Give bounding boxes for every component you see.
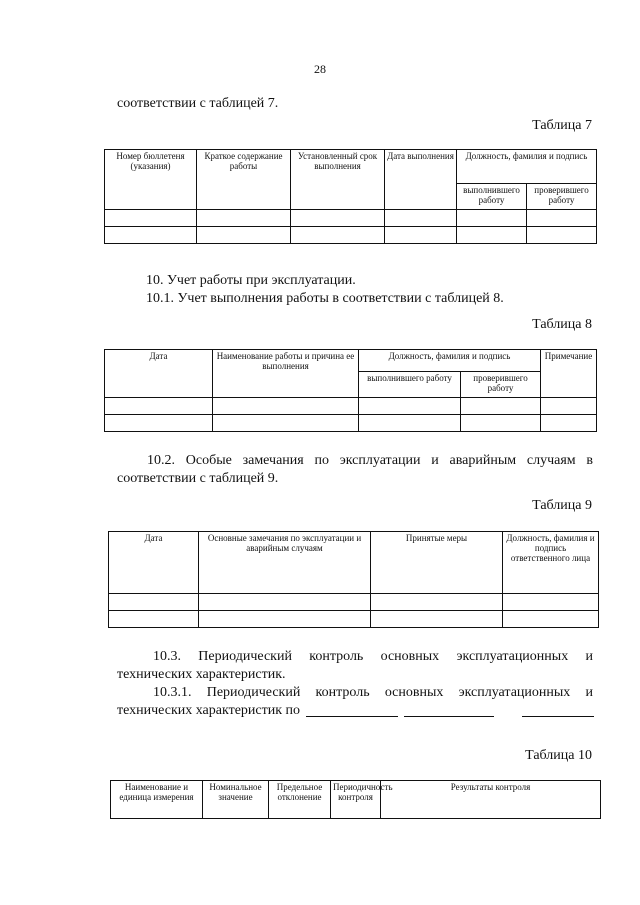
- table-10-header-nominal: Номинальное значение: [203, 781, 269, 819]
- table-8-header-work: Наименование работы и причина ее выполнения: [213, 350, 359, 398]
- paragraph-10-3-line1: 10.3. Периодический контроль основных эксплуатационных и: [153, 649, 593, 664]
- table-9-caption: Таблица 9: [532, 498, 592, 513]
- paragraph-10-3-1-line2: технических характеристик по: [117, 703, 301, 718]
- table-9-header-date: Дата: [109, 532, 199, 594]
- page-number: 28: [314, 62, 326, 76]
- table-10-header-periodicity: Периодичность контроля: [331, 781, 381, 819]
- table-7: [104, 149, 597, 244]
- table-7-header-deadline: Установленный срок выполнения: [291, 150, 385, 210]
- table-10: [110, 780, 601, 819]
- table-8-header-performed: выполнившего работу: [359, 372, 461, 398]
- table-10-caption: Таблица 10: [525, 748, 592, 763]
- paragraph-10-3-line2: технических характеристик.: [117, 667, 286, 682]
- table-8-caption: Таблица 8: [532, 317, 592, 332]
- paragraph-10-3-1-line1: 10.3.1. Периодический контроль основных эксплуатационных и: [153, 685, 593, 700]
- paragraph-10-2-line2: соответствии с таблицей 9.: [117, 471, 279, 486]
- table-row: [105, 398, 597, 415]
- table-row: [105, 227, 597, 244]
- table-8-header-date: Дата: [105, 350, 213, 398]
- blank-line: [306, 716, 398, 717]
- table-8-header-note: Примечание: [541, 350, 597, 398]
- paragraph-10-1: 10.1. Учет выполнения работы в соответствии с таблицей 8.: [146, 291, 504, 306]
- table-9-header-responsible: Должность, фамилия и подпись ответственного лица: [503, 532, 599, 594]
- table-7-caption: Таблица 7: [532, 118, 592, 133]
- table-10-header-name: Наименование и единица измерения: [111, 781, 203, 819]
- table-row: [105, 210, 597, 227]
- table-7-header-checked: проверившего работу: [527, 184, 597, 210]
- table-7-header-bulletin: Номер бюллетеня (указания): [105, 150, 197, 210]
- table-7-header-content: Краткое содержание работы: [197, 150, 291, 210]
- blank-line: [522, 716, 594, 717]
- table-8: [104, 349, 597, 432]
- table-row: [109, 594, 599, 611]
- table-row: [109, 611, 599, 628]
- table-row: [105, 415, 597, 432]
- paragraph-10-2-line1: 10.2. Особые замечания по эксплуатации и аварийным случаям в: [147, 453, 593, 468]
- table-8-header-checked: проверившего работу: [461, 372, 541, 398]
- table-7-header-date: Дата выполнения: [385, 150, 457, 210]
- paragraph-intro: соответствии с таблицей 7.: [117, 96, 279, 111]
- blank-line: [404, 716, 494, 717]
- table-8-header-signature: Должность, фамилия и подпись: [359, 350, 541, 372]
- table-7-header-signature: Должность, фамилия и подпись: [457, 150, 597, 184]
- table-9-header-measures: Принятые меры: [371, 532, 503, 594]
- paragraph-10: 10. Учет работы при эксплуатации.: [146, 273, 356, 288]
- table-9: [108, 531, 599, 628]
- table-10-header-tolerance: Предельное отклонение: [269, 781, 331, 819]
- table-9-header-remarks: Основные замечания по эксплуатации и аварийным случаям: [199, 532, 371, 594]
- table-7-header-performed: выполнившего работу: [457, 184, 527, 210]
- table-10-header-results: Результаты контроля: [381, 781, 601, 819]
